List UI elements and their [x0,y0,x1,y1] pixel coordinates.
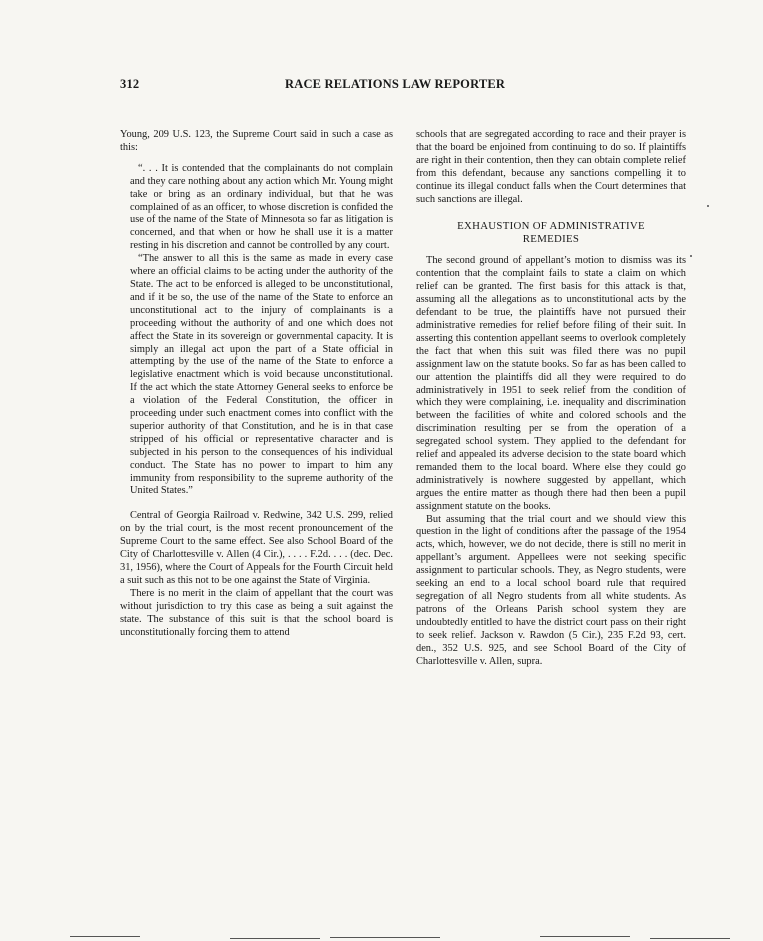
left-column [120,129,393,639]
scan-artifact-dot [707,205,709,207]
section-heading-line-2: REMEDIES [522,233,580,246]
scan-artifact-line [70,936,140,937]
block-quote [130,163,393,499]
scan-artifact-line [230,938,320,939]
right-column [416,129,686,668]
left-paragraph-jurisdiction: There is no merit in the claim of appellant that the court was without jurisdiction to try this case as being a suit against the state. The substance of this suit is that the school board is unconstitutionally forcing them to attend [120,587,393,638]
right-paragraph-assuming: But assuming that the trial court and we should view this question in the light of conditions after the passage of the 1954 acts, which, however, we do not decide, there is still no merit in appellant’s argument. Appellees were not seeking specific assignment to particular schools. They, as Negro students, were seeking an end to a local school board rule that required segregation of all Negro students from all white students. As patrons of the Orleans Parish school system they are undoubtedly entitled to have the district court pass on their right to seek relief. Jackson v. Rawdon (5 Cir.), 235 F.2d 93, cert. den., 352 U.S. 925, and see School Board of the City of Charlottesville v. Allen, supra. [416,513,686,667]
quote-paragraph-2: “The answer to all this is the same as made in every case where an official claims to be acting under the authority of the State. The act to be enforced is alleged to be unconstitutional, and if it be so, the use of the name of the State to enforce an unconstitutional act to the injury of complainants is a proceeding without the authority of and one which does not affect the State in its sovereign or governmental capacity. It is simply an illegal act upon the part of a State official in attempting by the use of the name of the State to enforce a legislative enactment which is void because unconstitutional. If the act which the state Attorney General seeks to enforce be a violation of the Federal Constitution, the officer in proceeding under such enactment comes into conflict with the superior authority of that Constitution, and he is in that case stripped of his official or representative character and is subjected in his person to the consequences of his individual conduct. The State has no power to impart to him any immunity from responsibility to the supreme authority of the United States.” [130,253,393,497]
left-paragraph-redwine: Central of Georgia Railroad v. Redwine, 342 U.S. 299, relied on by the trial court, is the most recent pronouncement of the Supreme Court to the same effect. See also School Board of the City of Charlottesville v. Allen (4 Cir.), . . . . F.2d. . . . (dec. Dec. 31, 1956), where the Court of Appeals for the Fourth Circuit held a suit such as this not to be one against the State of Virginia. [120,510,393,586]
right-paragraph-exhaustion: The second ground of appellant’s motion to dismiss was its contention that the complaint fails to state a claim on which relief can be granted. The first basis for this attack is that, assuming all the allegations as to unconstitutional acts by the defendant to be true, the plaintiffs have not pursued their administrative remedies for relief before filing of their suit. In asserting this contention appellant seems to overlook completely the fact that when this suit was filed there was no pupil assignment law on the statute books. So far as has been called to our attention the plaintiffs did all they were required to do administratively in 1951 to seek relief from the condition of which they were complaining, i.e. inequality and discrimination between the facilities of white and colored schools and the discrimination resulting per se from the operation of a segregated school system. They applied to the defendant for relief and appealed its adverse decision to the state board which remanded them to the local board. Where else they could go administratively is nowhere suggested by appellant, which argues the entire matter as though there had then been a pupil assignment statute on the books. [416,255,686,512]
scan-artifact-dot [690,255,692,257]
section-heading-line-1: EXHAUSTION OF ADMINISTRATIVE [457,220,645,233]
scan-artifact-line [650,938,730,939]
running-head: RACE RELATIONS LAW REPORTER [285,77,506,91]
scan-artifact-line [330,937,440,938]
right-paragraph-continued: schools that are segregated according to race and their prayer is that the board be enjoined from continuing to do so. If plaintiffs are right in their contention, then they can obtain complete relief from this defendant, because any sanctions compelling it to continue its illegal conduct falls when the Court determines that such sanctions are illegal. [416,129,686,205]
scan-artifact-line [540,936,630,937]
quote-paragraph-1: “. . . It is contended that the complainants do not complain and they care nothing about any action which Mr. Young might take or bring as an ordinary individual, but that he was complained of as an officer, to whose discretion is confided the use of the name of the State of Minnesota so far as litigation is concerned, and that when or how he shall use it is a matter resting in his discretion and cannot be controlled by any court. [130,162,393,252]
left-paragraph-continued: Young, 209 U.S. 123, the Supreme Court said in such a case as this: [120,129,393,153]
section-heading [416,220,686,246]
page-number: 312 [120,77,140,91]
